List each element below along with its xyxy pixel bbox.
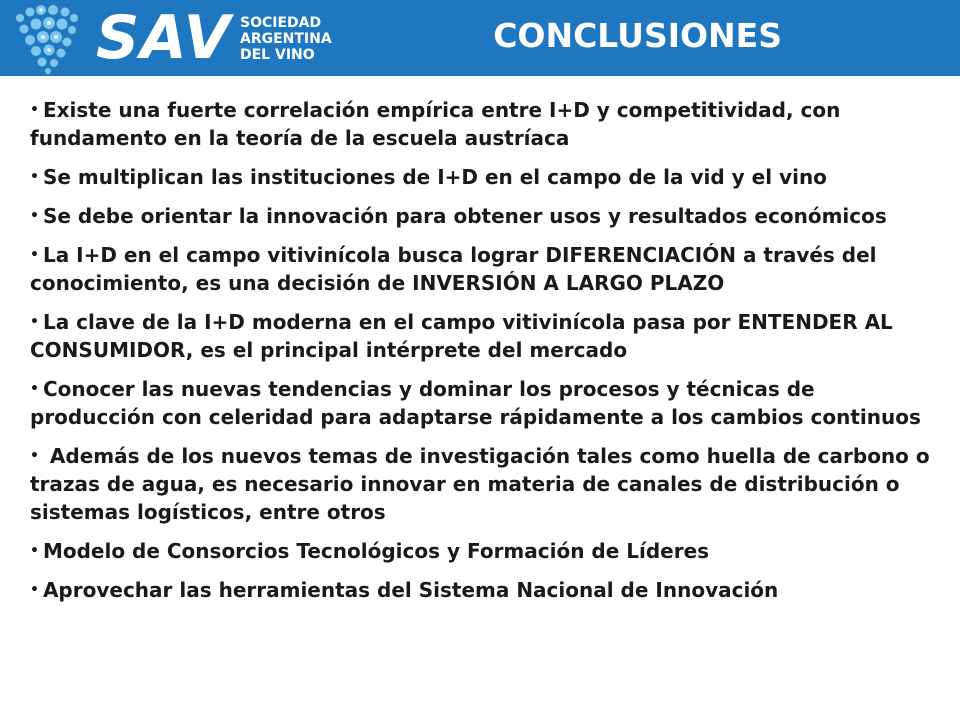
bullet-text: La I+D en el campo vitivinícola busca lograr DIFERENCIACIÓN a través del conocimiento, es una decisión de INVERSIÓN A LARGO PLAZO bbox=[30, 243, 877, 295]
bullet-dot-icon: • bbox=[30, 247, 39, 263]
bullet-text: Se debe orientar la innovación para obtener usos y resultados económicos bbox=[42, 204, 887, 228]
sav-logo bbox=[8, 2, 348, 74]
bullet-dot-icon: • bbox=[30, 381, 39, 397]
bullet-dot-icon: • bbox=[30, 543, 39, 559]
logo-subtitle-line: ARGENTINA bbox=[240, 31, 332, 47]
bullet-item bbox=[30, 442, 940, 526]
bullet-item bbox=[30, 576, 940, 604]
bullet-dot-icon: • bbox=[30, 448, 39, 464]
header-bar bbox=[0, 0, 960, 76]
bullet-item bbox=[30, 241, 940, 297]
bullet-item bbox=[30, 308, 940, 364]
bullet-dot-icon: • bbox=[30, 102, 39, 118]
bullet-dot-icon: • bbox=[30, 314, 39, 330]
logo-wordmark: SAV bbox=[96, 3, 232, 73]
slide-title: CONCLUSIONES bbox=[493, 16, 782, 55]
bullet-item bbox=[30, 163, 940, 191]
bullet-item bbox=[30, 375, 940, 431]
grape-dots-icon bbox=[8, 2, 88, 74]
bullet-text: Conocer las nuevas tendencias y dominar los procesos y técnicas de producción con celeridad para adaptarse rápidamente a los cambios continuos bbox=[30, 377, 921, 429]
logo-subtitle-line: SOCIEDAD bbox=[240, 15, 322, 31]
bullet-text: Además de los nuevos temas de investigación tales como huella de carbono o trazas de agua, es necesario innovar en materia de canales de distribución o sistemas logísticos, entre otros bbox=[30, 444, 930, 524]
logo-subtitle-line: DEL VINO bbox=[240, 47, 315, 63]
bullet-dot-icon: • bbox=[30, 169, 39, 185]
bullet-dot-icon: • bbox=[30, 582, 39, 598]
logo-subtitle bbox=[240, 15, 350, 63]
bullet-text: Aprovechar las herramientas del Sistema Nacional de Innovación bbox=[42, 578, 779, 602]
bullet-dot-icon: • bbox=[30, 208, 39, 224]
bullet-item bbox=[30, 537, 940, 565]
bullet-list bbox=[30, 96, 940, 615]
bullet-item bbox=[30, 96, 940, 152]
bullet-text: Se multiplican las instituciones de I+D en el campo de la vid y el vino bbox=[42, 165, 827, 189]
bullet-text: Existe una fuerte correlación empírica entre I+D y competitividad, con fundamento en la teoría de la escuela austríaca bbox=[30, 98, 841, 150]
bullet-text: Modelo de Consorcios Tecnológicos y Formación de Líderes bbox=[42, 539, 710, 563]
bullet-item bbox=[30, 202, 940, 230]
bullet-text: La clave de la I+D moderna en el campo vitivinícola pasa por ENTENDER AL CONSUMIDOR, es el principal intérprete del mercado bbox=[30, 310, 893, 362]
